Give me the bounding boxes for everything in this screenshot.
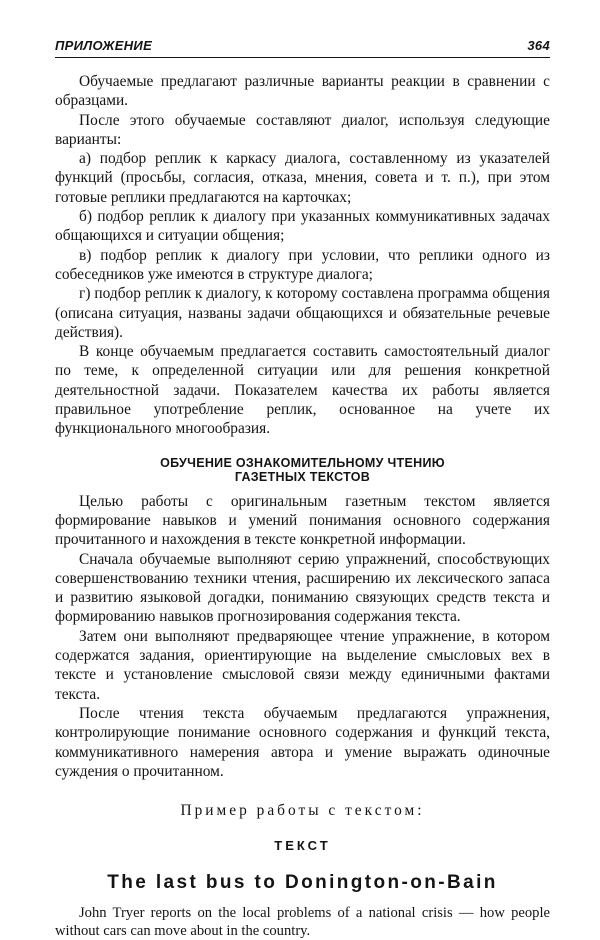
section-title: ПРИЛОЖЕНИЕ bbox=[55, 38, 153, 53]
section-heading-line-1: ОБУЧЕНИЕ ОЗНАКОМИТЕЛЬНОМУ ЧТЕНИЮ bbox=[160, 455, 445, 470]
paragraph: После чтения текста обучаемым предлагаются упражнения, контролирующие понимание основного содержания и функций текста, коммуникативного намерения автора и умение выражать одиночные суждения о прочитанном. bbox=[55, 704, 550, 780]
running-header bbox=[55, 37, 550, 58]
body-text bbox=[55, 72, 550, 940]
paragraph: После этого обучаемые составляют диалог, используя следующие варианты: bbox=[55, 111, 550, 148]
list-item-c: в) подбор реплик к диалогу при условии, что реплики одного из собеседников уже имеются в структуре диалога; bbox=[55, 246, 550, 283]
paragraph: Сначала обучаемые выполняют серию упражнений, способствующих совершенствованию техники чтения, расширению их лексического запаса и развитию языковой догадки, пониманию связующих средств текста и формированию навыков прогнозирования содержания текста. bbox=[55, 550, 550, 626]
list-item-d: г) подбор реплик к диалогу, к которому составлена программа общения (описана ситуация, названы задачи общающихся и обязательные речевые действия). bbox=[55, 285, 550, 341]
list-item-b: б) подбор реплик к диалогу при указанных коммуникативных задачах общающихся и ситуации общения; bbox=[55, 208, 550, 245]
text-label: ТЕКСТ bbox=[274, 838, 331, 854]
page-number: 364 bbox=[527, 38, 550, 53]
paragraph: Затем они выполняют предваряющее чтение упражнение, в котором содержатся задания, ориентирующие на выделение смысловых вех в тексте и установление смысловой связи между единичными фактами текста. bbox=[55, 627, 550, 703]
paragraph: В конце обучаемым предлагается составить самостоятельный диалог по теме, к определенной ситуации или для решения конкретной деятельностной задачи. Показателем качества их работы является правильное употребление реплик, основанное на учете их функционального многообразия. bbox=[55, 343, 550, 438]
section-heading-line-2: ГАЗЕТНЫХ ТЕКСТОВ bbox=[234, 469, 371, 484]
article-title: The last bus to Donington-on-Bain bbox=[107, 871, 498, 893]
paragraph: Обучаемые предлагают различные варианты реакции в сравнении с образцами. bbox=[55, 73, 550, 110]
example-label: Пример работы с текстом: bbox=[180, 802, 425, 820]
article-lead: John Tryer reports on the local problems of a national crisis — how people without cars can move about in the country. bbox=[55, 904, 550, 939]
paragraph: Целью работы с оригинальным газетным текстом является формирование навыков и умений понимания основного содержания прочитанного и нахождения в тексте конкретной информации. bbox=[55, 492, 550, 549]
list-item-a: а) подбор реплик к каркасу диалога, составленному из указателей функций (просьбы, согласия, отказа, мнения, совета и т. п.), при этом готовые реплики предлагаются на карточках; bbox=[55, 150, 550, 206]
